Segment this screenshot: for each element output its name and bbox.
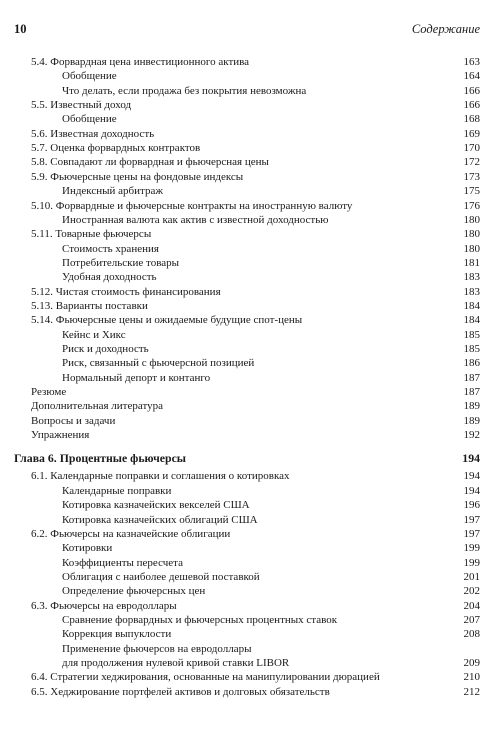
toc-entry-title: Кейнс и Хикс	[62, 328, 126, 341]
toc-entry-page: 166	[463, 99, 480, 112]
toc-entry-title: Котировка казначейских векселей США	[62, 499, 250, 512]
toc-entry-title: Обобщение	[62, 70, 117, 83]
toc-entry-page: 199	[463, 542, 480, 555]
toc-entry-page: 166	[463, 84, 480, 97]
toc-entry	[62, 656, 480, 670]
toc-entry-title: 5.14. Фьючерсные цены и ожидаемые будущие спот-цены	[31, 314, 303, 327]
toc-entry-page: 201	[463, 570, 480, 583]
page-number: 10	[14, 22, 27, 36]
toc-entry-title: 5.13. Варианты поставки	[31, 299, 148, 312]
toc-entry-title: 5.7. Оценка форвардных контрактов	[31, 142, 201, 155]
toc-entry-page: 209	[463, 657, 480, 669]
toc-entry	[62, 112, 480, 126]
toc-entry-page: 183	[463, 285, 480, 298]
toc-entry	[31, 527, 480, 541]
toc-entry-page: 181	[463, 256, 480, 269]
toc-entry-page: 184	[463, 299, 480, 312]
toc-entry-title: 5.10. Форвардные и фьючерсные контракты на иностранную валюту	[31, 199, 353, 212]
toc-entry-title: 5.9. Фьючерсные цены на фондовые индексы	[31, 170, 244, 183]
toc-entry-page: 194	[462, 451, 480, 466]
toc-entry-title: Что делать, если продажа без покрытия невозможна	[62, 84, 307, 97]
toc-entry-title: Нормальный депорт и контанго	[62, 371, 211, 384]
toc-entry-page: 197	[463, 527, 480, 540]
toc-entry-page: 186	[463, 357, 480, 370]
toc-entry-title: Потребительские товары	[62, 256, 180, 269]
toc-entry	[62, 570, 480, 584]
toc-entry-page: 194	[463, 484, 480, 497]
toc-entry-title: 5.11. Товарные фьючерсы	[31, 228, 152, 241]
toc-entry-page: 210	[463, 671, 480, 684]
toc-entry	[31, 469, 480, 483]
toc-entry-title: 6.2. Фьючерсы на казначейские облигации	[31, 527, 231, 540]
toc-entry-title: 5.6. Известная доходность	[31, 127, 155, 140]
toc-entry	[62, 69, 480, 83]
toc-entry	[31, 199, 480, 213]
toc-entry-title: 6.3. Фьючерсы на евродоллары	[31, 599, 177, 612]
toc-entry-page: 192	[463, 429, 480, 442]
toc-entry	[31, 299, 480, 313]
toc-entry	[31, 399, 480, 413]
toc-entry	[62, 342, 480, 356]
toc-entry	[62, 556, 480, 570]
toc-entry-page: 202	[463, 585, 480, 598]
toc-entry	[62, 356, 480, 370]
toc-entry-title: 5.8. Совпадают ли форвардная и фьючерсная цены	[31, 156, 269, 169]
toc-entry-page: 199	[463, 556, 480, 569]
toc-entry-title: 5.5. Известный доход	[31, 99, 132, 112]
toc-entry	[31, 599, 480, 613]
toc-entry-title: 6.1. Календарные поправки и соглашения о котировках	[31, 470, 290, 483]
toc-entry-title: Резюме	[31, 386, 67, 399]
toc-entry	[31, 98, 480, 112]
toc-entry-page: 204	[463, 599, 480, 612]
toc-entry-title: Риск, связанный с фьючерсной позицией	[62, 357, 255, 370]
toc-entry	[62, 613, 480, 627]
toc-chapter	[14, 451, 480, 465]
toc-entry-page: 207	[463, 613, 480, 626]
toc-entry-title: 6.4. Стратегии хеджирования, основанные на манипулировании дюрацией	[31, 671, 380, 684]
toc-entry	[31, 170, 480, 184]
toc-entry-title: 6.5. Хеджирование портфелей активов и долговых обязательств	[31, 685, 330, 698]
toc-entry-title: Коэффициенты пересчета	[62, 556, 183, 569]
toc-entry	[62, 184, 480, 198]
toc-entry	[62, 484, 480, 498]
toc-entry	[62, 84, 480, 98]
toc-entry-title: для продолжения нулевой кривой ставки LIBOR	[62, 657, 290, 669]
toc-entry-title: Риск и доходность	[62, 343, 149, 355]
toc-entry	[62, 256, 480, 270]
toc-entry-page: 187	[463, 386, 480, 399]
toc-entry-title: Глава 6. Процентные фьючерсы	[14, 451, 187, 466]
toc-entry	[31, 685, 480, 699]
toc-entry	[62, 371, 480, 385]
toc-entry	[62, 541, 480, 555]
toc-entry	[62, 627, 480, 641]
toc-entry-page: 176	[463, 199, 480, 212]
toc-entry-page: 185	[463, 343, 480, 355]
toc-entry-title: 5.4. Форвардная цена инвестиционного актива	[31, 56, 250, 68]
running-title: Содержание	[411, 22, 480, 36]
toc-entry-title: Сравнение форвардных и фьючерсных процентных ставок	[62, 613, 338, 626]
toc-entry-page: 197	[463, 513, 480, 526]
toc-entry-page: 184	[463, 314, 480, 327]
toc-entry-title: Стоимость хранения	[62, 242, 159, 255]
toc-entry-title: Определение фьючерсных цен	[62, 585, 206, 598]
toc-entry-title: 5.12. Чистая стоимость финансирования	[31, 285, 221, 298]
toc-entry	[31, 55, 480, 69]
toc-entry-page: 180	[463, 228, 480, 241]
toc-entry	[31, 285, 480, 299]
toc-entry-page: 189	[463, 400, 480, 413]
toc-entry-page: 189	[463, 414, 480, 427]
toc-entry-title: Упражнения	[31, 429, 90, 442]
toc-entry	[62, 213, 480, 227]
toc-entry-title: Удобная доходность	[62, 271, 157, 284]
toc-entry-page: 170	[463, 142, 480, 155]
toc-entry-title: Котировки	[62, 542, 113, 555]
toc-entry-page: 169	[463, 127, 480, 140]
toc-entry-title: Календарные поправки	[62, 484, 172, 497]
toc-entry-page: 175	[463, 185, 480, 198]
toc-entry	[62, 498, 480, 512]
toc-entry	[31, 155, 480, 169]
toc-entry-page: 180	[463, 213, 480, 226]
toc-entry-page: 173	[463, 170, 480, 183]
toc-entry-page: 180	[463, 242, 480, 255]
toc-entry-title: Дополнительная литература	[31, 400, 163, 413]
toc-entry	[31, 227, 480, 241]
toc-entry-title: Вопросы и задачи	[31, 414, 116, 427]
toc-entry	[31, 127, 480, 141]
toc-entry	[62, 513, 480, 527]
toc-entry-page: 164	[463, 70, 480, 83]
toc-entry-page: 212	[463, 685, 480, 698]
toc-entry	[62, 242, 480, 256]
toc-entry	[62, 642, 480, 656]
toc-entry-page: 194	[463, 470, 480, 483]
toc-entry-page: 168	[463, 113, 480, 126]
toc-entry-page: 183	[463, 271, 480, 284]
toc-entry-title: Облигация с наиболее дешевой поставкой	[62, 570, 260, 583]
toc-entry-title: Обобщение	[62, 113, 117, 126]
toc-entry-page: 187	[463, 371, 480, 384]
toc-entry	[31, 313, 480, 327]
toc-entry	[31, 428, 480, 442]
toc-entry-title: Иностранная валюта как актив с известной доходностью	[62, 213, 329, 226]
toc-entry-title: Применение фьючерсов на евродоллары	[62, 642, 252, 655]
toc-entry	[62, 328, 480, 342]
toc-entry-title: Коррекция выпуклости	[62, 628, 172, 641]
toc-entry-title: Индексный арбитраж	[62, 185, 163, 198]
toc-entry	[62, 584, 480, 598]
toc-entry-page: 208	[463, 628, 480, 641]
toc-entry-page: 185	[463, 328, 480, 341]
toc-entry-title: Котировка казначейских облигаций США	[62, 513, 258, 526]
toc-entry	[31, 414, 480, 428]
toc-entry-page: 163	[463, 56, 480, 68]
toc-entry	[62, 270, 480, 284]
toc-entry-page: 196	[463, 499, 480, 512]
toc-entry-page: 172	[463, 156, 480, 169]
toc-entry	[31, 670, 480, 684]
toc-entry	[31, 385, 480, 399]
toc-entry	[31, 141, 480, 155]
